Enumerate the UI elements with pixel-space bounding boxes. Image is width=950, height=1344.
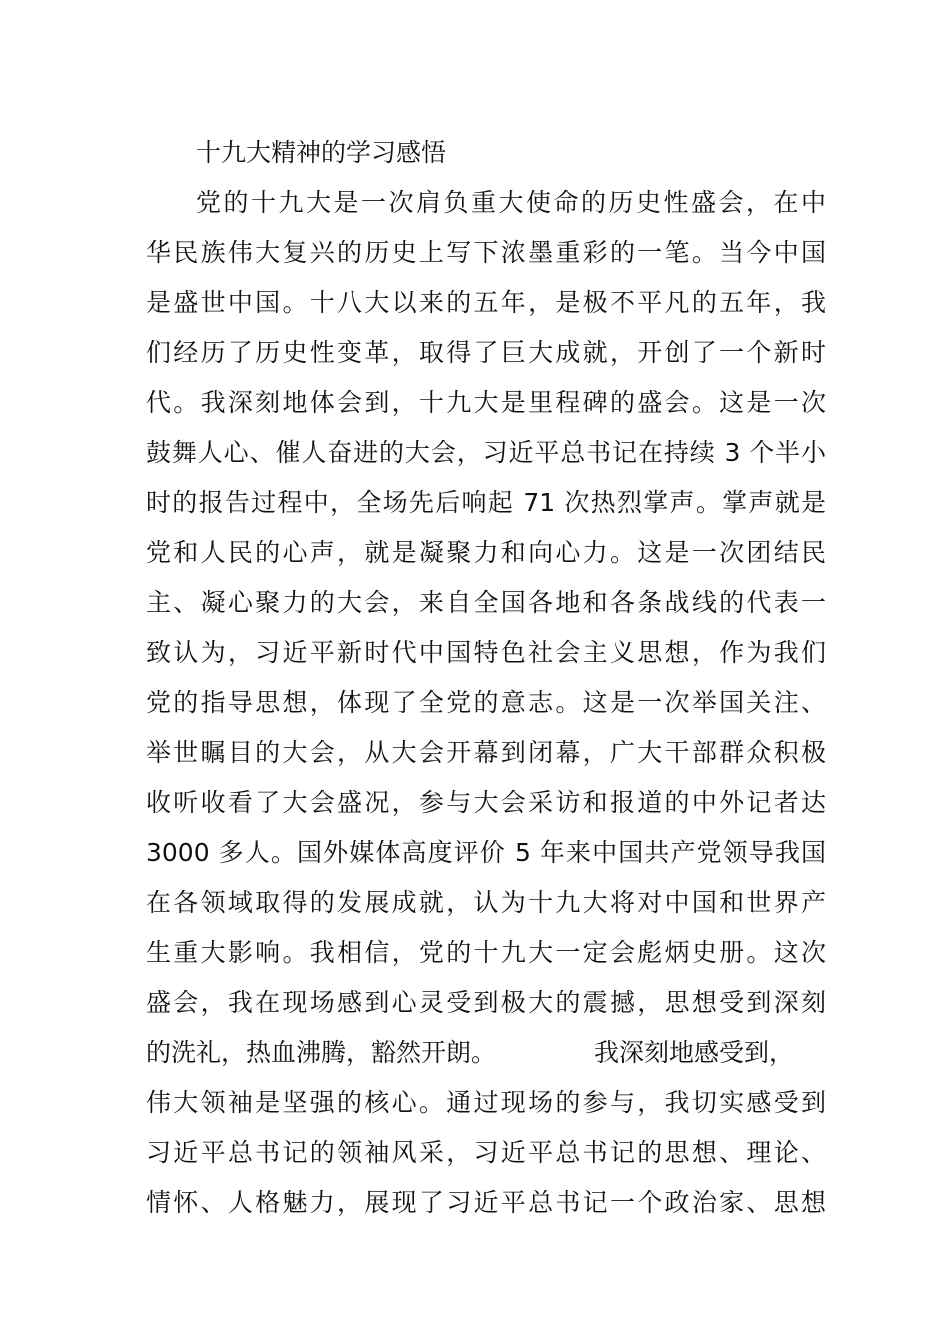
paragraph-line: 致认为，习近平新时代中国特色社会主义思想，作为我们 [146,638,826,667]
paragraph-line: 主、凝心聚力的大会，来自全国各地和各条战线的代表一 [146,588,826,617]
paragraph-line: 党的十九大是一次肩负重大使命的历史性盛会，在中 [196,188,826,217]
paragraph-line: 是盛世中国。十八大以来的五年，是极不平凡的五年，我 [146,288,826,317]
document-title: 十九大精神的学习感悟 [196,138,447,167]
document-body [146,128,826,1228]
paragraph-line: 盛会，我在现场感到心灵受到极大的震撼，思想受到深刻 [146,988,826,1017]
paragraph-line: 生重大影响。我相信，党的十九大一定会彪炳史册。这次 [146,938,826,967]
paragraph-line: 3000 多人。国外媒体高度评价 5 年来中国共产党领导我国 [146,838,826,867]
paragraph-line-part-b: 我深刻地感受到， [594,1038,795,1067]
paragraph-line: 收听收看了大会盛况，参与大会采访和报道的中外记者达 [146,788,826,817]
paragraph-line-split [146,1028,826,1078]
paragraph-line: 时的报告过程中，全场先后响起 71 次热烈掌声。掌声就是 [146,488,826,517]
paragraph-line-part-a: 的洗礼，热血沸腾，豁然开朗。 [146,1038,497,1067]
paragraph-line: 代。我深刻地体会到，十九大是里程碑的盛会。这是一次 [146,388,826,417]
paragraph-line: 党和人民的心声，就是凝聚力和向心力。这是一次团结民 [146,538,826,567]
paragraph-line: 鼓舞人心、催人奋进的大会，习近平总书记在持续 3 个半小 [146,438,826,467]
paragraph-line: 情怀、人格魅力，展现了习近平总书记一个政治家、思想 [146,1188,826,1217]
paragraph-line: 习近平总书记的领袖风采，习近平总书记的思想、理论、 [146,1138,826,1167]
paragraph-line: 华民族伟大复兴的历史上写下浓墨重彩的一笔。当今中国 [146,238,826,267]
paragraph-line: 在各领域取得的发展成就，认为十九大将对中国和世界产 [146,888,826,917]
paragraph-line: 党的指导思想，体现了全党的意志。这是一次举国关注、 [146,688,826,717]
paragraph-line: 们经历了历史性变革，取得了巨大成就，开创了一个新时 [146,338,826,367]
paragraph-line: 伟大领袖是坚强的核心。通过现场的参与，我切实感受到 [146,1088,826,1117]
paragraph-line: 举世瞩目的大会，从大会开幕到闭幕，广大干部群众积极 [146,738,826,767]
